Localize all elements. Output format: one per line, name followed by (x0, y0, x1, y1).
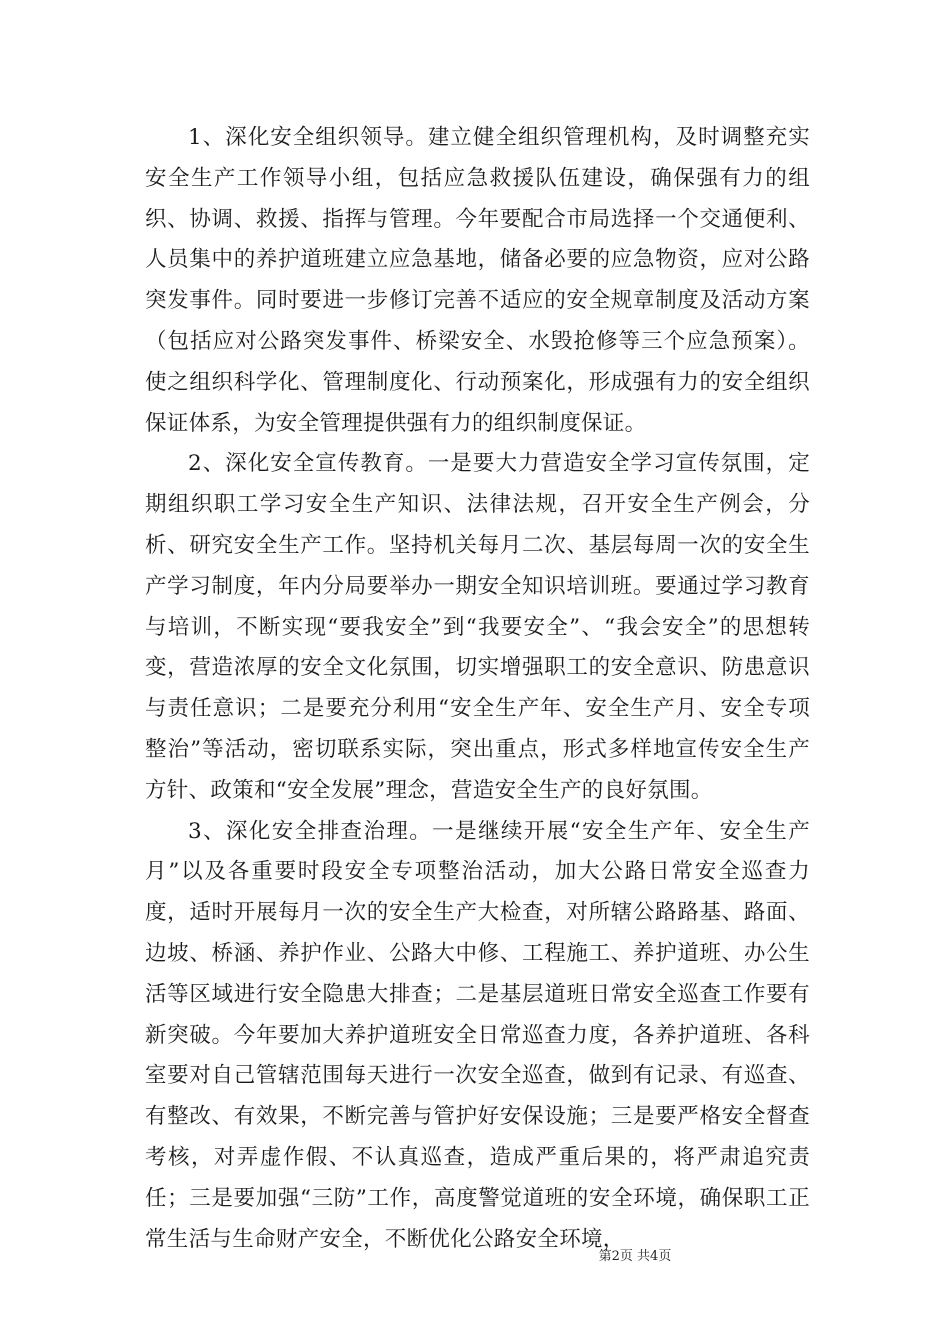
paragraph-2: 2、深化安全宣传教育。一是要大力营造安全学习宣传氛围，定期组织职工学习安全生产知识、法律法规，召开安全生产例会，分析、研究安全生产工作。坚持机关每月二次、基层每周一次的安全生产学习制度，年内分局要举办一期安全知识培训班。要通过学习教育与培训，不断实现“要我安全”到“我要安全”、“我会安全”的思想转变，营造浓厚的安全文化氛围，切实增强职工的安全意识、防患意识与责任意识；二是要充分利用“安全生产年、安全生产月、安全专项整治”等活动，密切联系实际，突出重点，形式多样地宣传安全生产方针、政策和“安全发展”理念，营造安全生产的良好氛围。 (145, 451, 810, 803)
paragraph-3: 3、深化安全排查治理。一是继续开展“安全生产年、安全生产月”以及各重要时段安全专项整治活动，加大公路日常安全巡查力度，适时开展每月一次的安全生产大检查，对所辖公路路基、路面、边坡、桥涵、养护作业、公路大中修、工程施工、养护道班、办公生活等区域进行安全隐患大排查；二是基层道班日常安全巡查工作要有新突破。今年要加大养护道班安全日常巡查力度，各养护道班、各科室要对自己管辖范围每天进行一次安全巡查，做到有记录、有巡查、有整改、有效果，不断完善与管护好安保设施；三是要严格安全督查考核，对弄虚作假、不认真巡查，造成严重后果的，将严肃追究责任；三是要加强“三防”工作，高度警觉道班的安全环境，确保职工正常生活与生命财产安全，不断优化公路安全环境， (145, 818, 810, 1252)
document-body (145, 118, 810, 1260)
page-number-footer: 第2页 共4页 (598, 1249, 672, 1264)
paragraph-1: 1、深化安全组织领导。建立健全组织管理机构，及时调整充实安全生产工作领导小组，包括应急救援队伍建设，确保强有力的组织、协调、救援、指挥与管理。今年要配合市局选择一个交通便利、人员集中的养护道班建立应急基地，储备必要的应急物资，应对公路突发事件。同时要进一步修订完善不适应的安全规章制度及活动方案（包括应对公路突发事件、桥梁安全、水毁抢修等三个应急预案）。使之组织科学化、管理制度化、行动预案化，形成强有力的安全组织保证体系，为安全管理提供强有力的组织制度保证。 (145, 125, 810, 436)
